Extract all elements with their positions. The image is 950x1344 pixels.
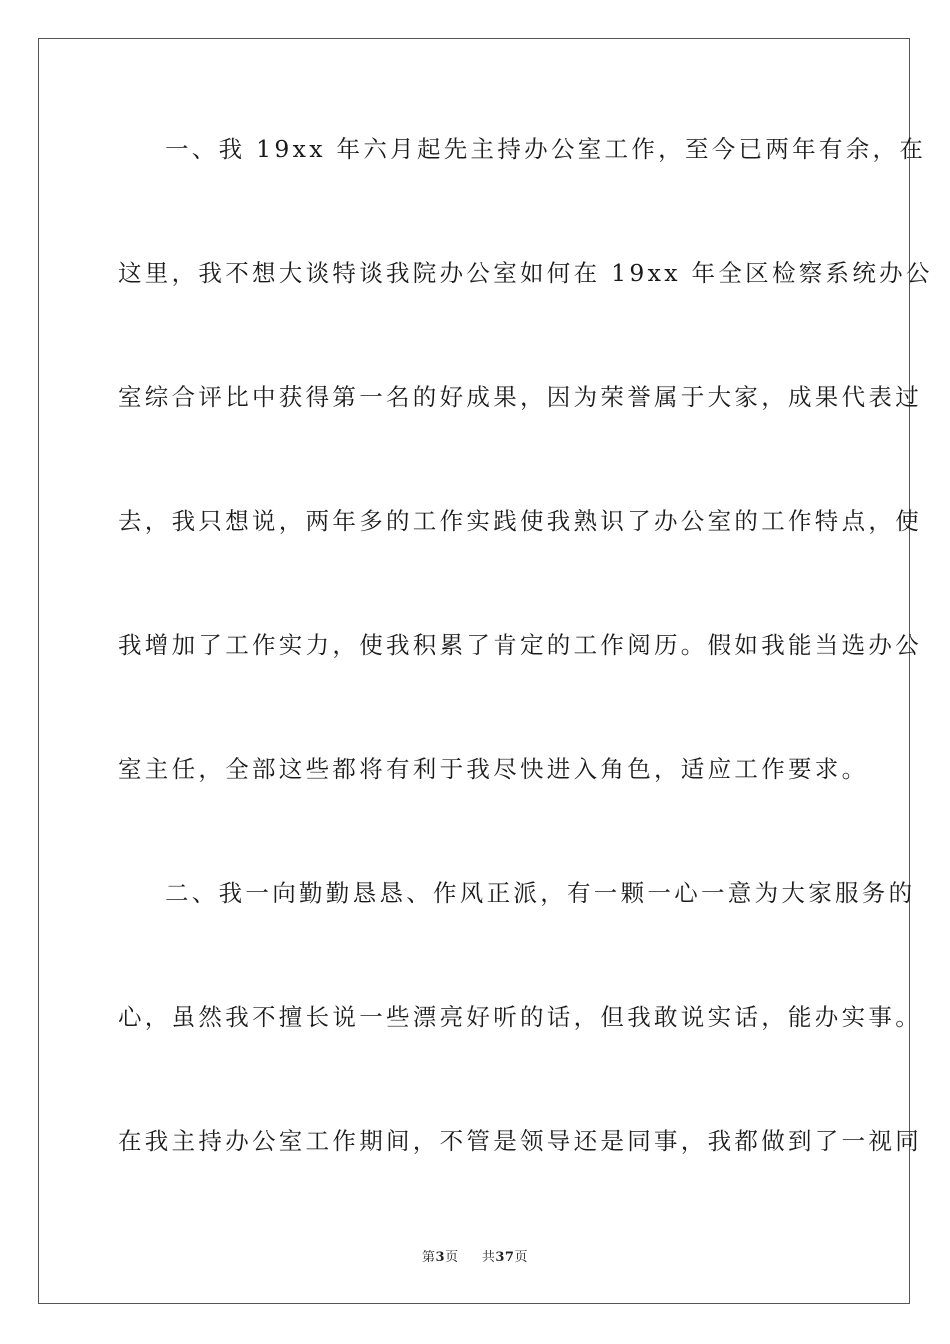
total-pages: 37: [495, 1250, 515, 1265]
paragraph-line: 去，我只想说，两年多的工作实践使我熟识了办公室的工作特点，使: [118, 507, 922, 535]
total-suffix: 页: [514, 1250, 528, 1265]
page-prefix: 第: [422, 1250, 436, 1265]
paragraph-line: 室综合评比中获得第一名的好成果，因为荣誉属于大家，成果代表过: [118, 383, 922, 411]
paragraph-line: 心，虽然我不擅长说一些漂亮好听的话，但我敢说实话，能办实事。: [118, 1003, 922, 1031]
paragraph-line: 这里，我不想大谈特谈我院办公室如何在 19xx 年全区检察系统办公: [118, 259, 933, 287]
total-prefix: 共: [481, 1250, 496, 1265]
paragraph-line: 室主任，全部这些都将有利于我尽快进入角色，适应工作要求。: [118, 755, 869, 783]
paragraph-line: 二、我一向勤勤恳恳、作风正派，有一颗一心一意为大家服务的: [165, 879, 916, 907]
paragraph-line: 在我主持办公室工作期间，不管是领导还是同事，我都做到了一视同: [118, 1127, 922, 1155]
document-body: [118, 118, 933, 1234]
page-footer: [0, 1246, 950, 1265]
paragraph-line: 我增加了工作实力，使我积累了肯定的工作阅历。假如我能当选办公: [118, 631, 922, 659]
page-suffix: 页: [445, 1250, 459, 1265]
paragraph-line: 一、我 19xx 年六月起先主持办公室工作，至今已两年有余，在: [165, 135, 927, 163]
page-number: 3: [435, 1250, 446, 1265]
